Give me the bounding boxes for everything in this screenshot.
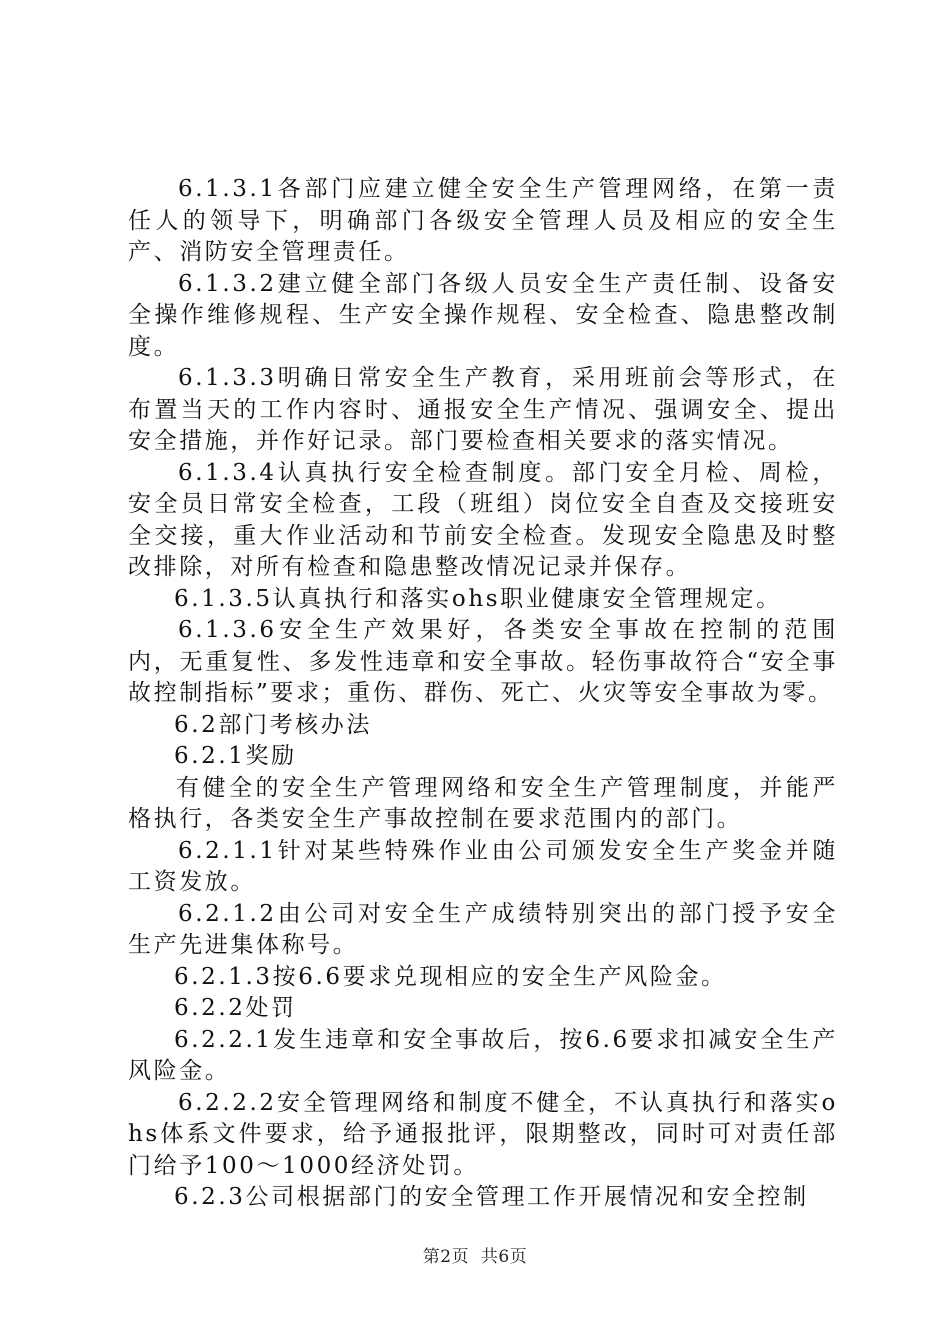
page-footer: 第2页 共6页 <box>422 1247 528 1267</box>
heading-6-2: 6.2部门考核办法 <box>174 711 372 738</box>
paragraph-6-2-1-1: 6.2.1.1针对某些特殊作业由公司颁发安全生产奖金并随工资发放。 <box>128 837 838 895</box>
paragraph-6-1-3-6: 6.1.3.6安全生产效果好，各类安全事故在控制的范围内，无重复性、多发性违章和安全事故。轻伤事故符合“安全事故控制指标”要求；重伤、群伤、死亡、火灾等安全事故为零。 <box>128 617 838 706</box>
paragraph-6-1-3-1: 6.1.3.1各部门应建立健全安全生产管理网络，在第一责任人的领导下，明确部门各级安全管理人员及相应的安全生产、消防安全管理责任。 <box>128 176 838 265</box>
paragraph-6-1-3-3: 6.1.3.3明确日常安全生产教育，采用班前会等形式，在布置当天的工作内容时、通报安全生产情况、强调安全、提出安全措施，并作好记录。部门要检查相关要求的落实情况。 <box>128 365 838 454</box>
paragraph-reward-criteria: 有健全的安全生产管理网络和安全生产管理制度，并能严格执行，各类安全生产事故控制在要求范围内的部门。 <box>128 774 838 832</box>
paragraph-6-2-2-1: 6.2.2.1发生违章和安全事故后，按6.6要求扣减安全生产风险金。 <box>128 1026 838 1084</box>
heading-6-2-1: 6.2.1奖励 <box>174 743 297 769</box>
paragraph-6-1-3-2: 6.1.3.2建立健全部门各级人员安全生产责任制、设备安全操作维修规程、生产安全操作规程、安全检查、隐患整改制度。 <box>128 270 838 360</box>
paragraph-6-2-3: 6.2.3公司根据部门的安全管理工作开展情况和安全控制 <box>174 1184 809 1210</box>
heading-6-2-2: 6.2.2处罚 <box>174 995 297 1021</box>
paragraph-6-2-1-3: 6.2.1.3按6.6要求兑现相应的安全生产风险金。 <box>174 963 727 990</box>
paragraph-6-2-1-2: 6.2.1.2由公司对安全生产成绩特别突出的部门授予安全生产先进集体称号。 <box>128 900 838 958</box>
paragraph-6-1-3-5: 6.1.3.5认真执行和落实ohs职业健康安全管理规定。 <box>174 585 782 612</box>
paragraph-6-1-3-4: 6.1.3.4认真执行安全检查制度。部门安全月检、周检，安全员日常安全检查，工段（班组）岗位安全自查及交接班安全交接，重大作业活动和节前安全检查。发现安全隐患及时整改排除，对所有检查和隐患整改情况记录并保存。 <box>128 459 838 580</box>
paragraph-6-2-2-2: 6.2.2.2安全管理网络和制度不健全，不认真执行和落实ohs体系文件要求，给予通报批评，限期整改，同时可对责任部门给予100～1000经济处罚。 <box>128 1089 838 1179</box>
document-body <box>128 174 838 1214</box>
